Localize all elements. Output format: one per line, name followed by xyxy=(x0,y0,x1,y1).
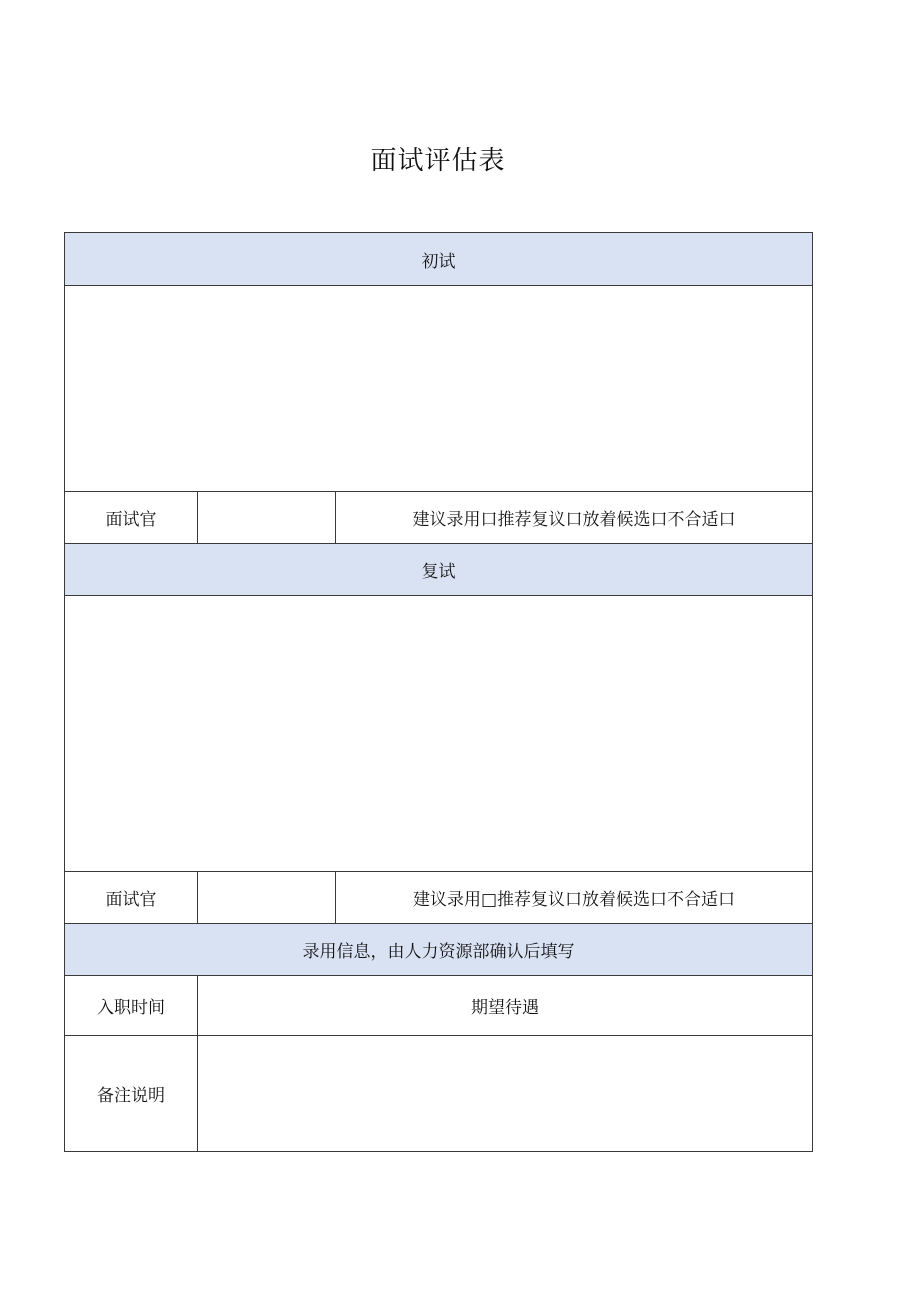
first-round-recommendation-options[interactable]: 建议录用口推荐复议口放着候选口不合适口 xyxy=(336,492,813,544)
second-round-recommendation-options[interactable]: 建议录用□推荐复议口放着候选口不合适口 xyxy=(336,872,813,924)
second-round-heading: 复试 xyxy=(65,544,813,596)
second-round-notes-cell[interactable] xyxy=(65,596,813,872)
first-round-interviewer-field[interactable] xyxy=(198,492,336,544)
first-round-heading: 初试 xyxy=(65,233,813,286)
remarks-field[interactable] xyxy=(198,1036,813,1152)
first-round-notes-cell[interactable] xyxy=(65,286,813,492)
remarks-label: 备注说明 xyxy=(65,1036,198,1152)
second-round-interviewer-label: 面试官 xyxy=(65,872,198,924)
expected-pay-label: 期望待遇 xyxy=(198,976,813,1036)
second-round-interviewer-field[interactable] xyxy=(198,872,336,924)
first-round-interviewer-label: 面试官 xyxy=(65,492,198,544)
interview-evaluation-table xyxy=(64,232,813,1152)
start-date-label: 入职时间 xyxy=(65,976,198,1036)
form-title: 面试评估表 xyxy=(370,146,506,176)
hiring-info-heading: 录用信息，由人力资源部确认后填写 xyxy=(65,924,813,976)
